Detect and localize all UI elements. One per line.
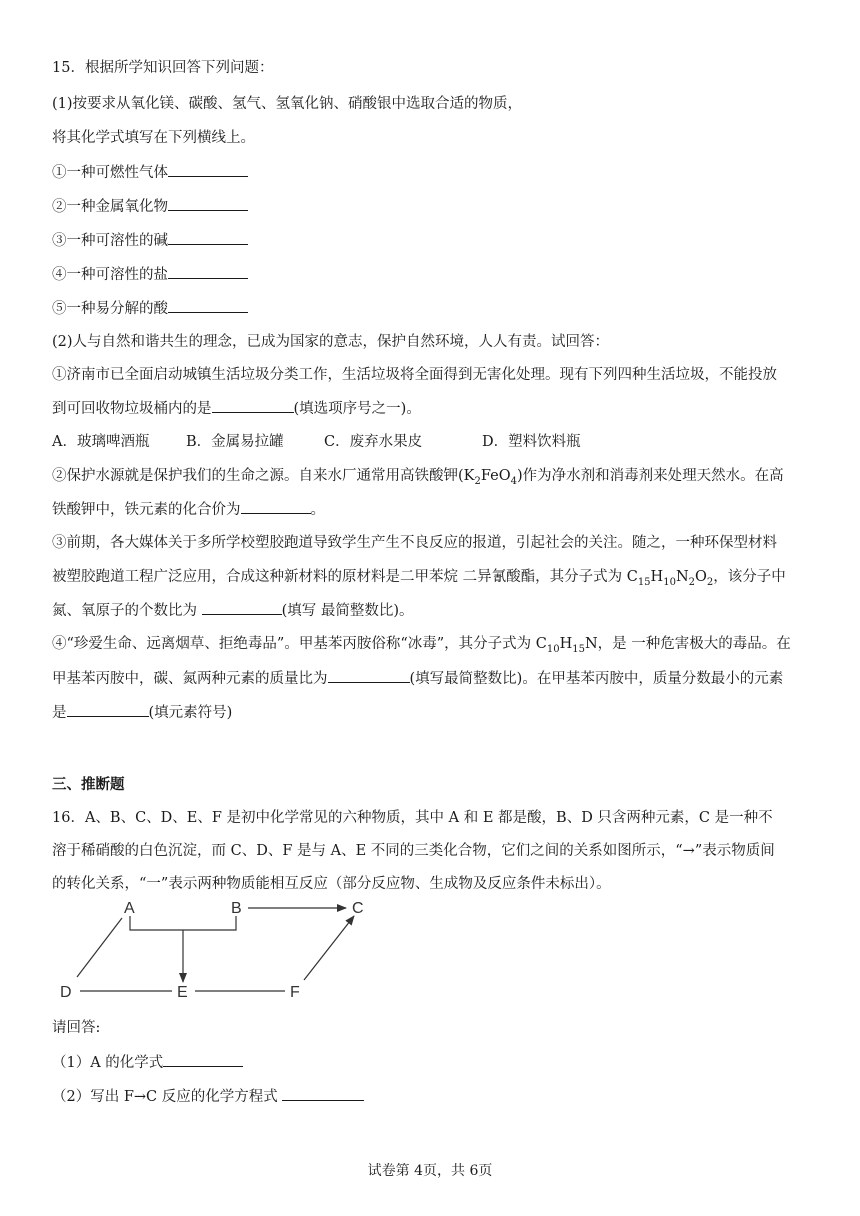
text-run: (填元素符号): [148, 705, 233, 721]
text-run: ②保护水源就是保护我们的生命之源。自来水厂通常用高铁酸钾(K: [52, 468, 475, 484]
q16-line3: 的转化关系，“一”表示两种物质能相互反应（部分反应物、生成物及反应条件未标出）。: [52, 876, 611, 892]
answer-blank[interactable]: [212, 398, 294, 413]
q15-sub2-line2: [52, 499, 325, 520]
answer-blank[interactable]: [282, 1086, 364, 1101]
q15-title: 15．根据所学知识回答下列问题：: [52, 60, 274, 76]
text-run: N，是 一种危害极大的毒品。在: [584, 636, 791, 652]
q15-sub1-text: 到可回收物垃圾桶内的是: [52, 401, 212, 417]
subscript: 2: [688, 576, 695, 588]
q15-part1-intro-b: 将其化学式填写在下列横线上。: [52, 130, 255, 146]
node-f: F: [290, 984, 300, 1001]
q15-part2-intro: (2)人与自然和谐共生的理念，已成为国家的意志，保护自然环境，人人有责。试回答：: [52, 334, 610, 350]
answer-blank[interactable]: [328, 668, 410, 683]
option-b: B．金属易拉罐: [186, 434, 284, 450]
q15-item-5: [52, 298, 248, 319]
text-run: 甲基苯丙胺中，碳、氮两种元素的质量比为: [52, 671, 328, 687]
bracket-a-b: [130, 916, 236, 930]
text-run: 氮、氧原子的个数比为: [52, 603, 202, 619]
answer-blank[interactable]: [168, 264, 248, 279]
q15-sub4-line2: [52, 668, 783, 689]
answer-blank[interactable]: [168, 230, 248, 245]
q15-sub2-line1: [52, 466, 784, 486]
q15-sub1-line1: ①济南市已全面启动城镇生活垃圾分类工作，生活垃圾将全面得到无害化处理。现有下列四种生活垃圾，不能投放: [52, 367, 777, 383]
q15-sub4-line3: [52, 702, 232, 723]
q15-sub1-hint: (填选项序号之一)。: [293, 401, 421, 417]
line-a-d: [77, 918, 122, 977]
text-run: (填写 最简整数比)。: [281, 603, 414, 619]
text-run: O: [695, 569, 707, 585]
q15-item-3: [52, 230, 248, 251]
q15-sub3-line2: [52, 567, 786, 587]
text-run: 铁酸钾中，铁元素的化合价为: [52, 502, 241, 518]
text-run: H: [650, 569, 664, 585]
answer-blank[interactable]: [163, 1052, 243, 1067]
q16-line2: 溶于稀硝酸的白色沉淀，而 C、D、F 是与 A、E 不同的三类化合物，它们之间的关系如图所示，“→”表示物质间: [52, 843, 775, 859]
q16-please-answer: 请回答:: [52, 1020, 101, 1036]
text-run: ④“珍爱生命、远离烟草、拒绝毒品”。甲基苯丙胺俗称“冰毒”，其分子式为 C: [52, 636, 547, 652]
node-e: E: [177, 984, 188, 1001]
answer-blank[interactable]: [202, 600, 282, 615]
text-run: N: [675, 569, 689, 585]
answer-blank[interactable]: [168, 196, 248, 211]
text-run: (填写最简整数比)。在甲基苯丙胺中，质量分数最小的元素: [409, 671, 784, 687]
section-heading: 三、推断题: [52, 776, 125, 793]
q15-item-1-text: ①一种可燃性气体: [52, 165, 168, 181]
text-run: （1）A 的化学式: [52, 1055, 164, 1071]
text-run: ，该分子中: [713, 569, 786, 585]
subscript: 2: [474, 475, 481, 487]
subscript: 15: [572, 643, 585, 655]
node-a: A: [124, 900, 135, 917]
q16-sub2: [52, 1086, 364, 1107]
q15-item-2: [52, 196, 248, 217]
q15-part1-intro-a: (1)按要求从氧化镁、碳酸、氢气、氢氧化钠、硝酸银中选取合适的物质，: [52, 96, 523, 112]
q15-item-3-text: ③一种可溶性的碱: [52, 233, 168, 249]
text-run: 。: [310, 502, 325, 518]
text-run: 被塑胶跑道工程广泛应用，合成这种新材料的原材料是二甲苯烷 二异氰酸酯，其分子式为 C: [52, 569, 638, 585]
q15-item-1: [52, 162, 248, 183]
text-run: H: [559, 636, 573, 652]
q15-options: [52, 432, 581, 452]
q15-item-2-text: ②一种金属氧化物: [52, 199, 168, 215]
q15-item-4: [52, 264, 248, 285]
q16-sub1: [52, 1052, 243, 1073]
answer-blank[interactable]: [168, 298, 248, 313]
answer-blank[interactable]: [241, 499, 311, 514]
subscript: 4: [510, 475, 517, 487]
q15-item-4-text: ④一种可溶性的盐: [52, 267, 168, 283]
page-footer: 试卷第 4页，共 6页: [367, 1163, 493, 1179]
node-c: C: [352, 900, 364, 917]
node-d: D: [60, 984, 72, 1001]
q16-line1: 16．A、B、C、D、E、F 是初中化学常见的六种物质，其中 A 和 E 都是酸，B、D 只含两种元素，C 是一种不: [52, 810, 773, 826]
relation-diagram: [50, 892, 380, 1012]
option-d: D．塑料饮料瓶: [482, 434, 581, 450]
text-run: 是: [52, 705, 67, 721]
text-run: )作为净水剂和消毒剂来处理天然水。在高: [517, 468, 784, 484]
subscript: 2: [706, 576, 714, 588]
relation-diagram-svg: [50, 892, 380, 1012]
q15-sub4-line1: [52, 634, 791, 654]
node-b: B: [231, 900, 242, 917]
q15-sub3-line1: ③前期，各大媒体关于多所学校塑胶跑道导致学生产生不良反应的报道，引起社会的关注。随之，一种环保型材料: [52, 535, 777, 551]
text-run: （2）写出 F→C 反应的化学方程式: [52, 1089, 283, 1105]
q15-sub1-line2: [52, 398, 421, 419]
subscript: 10: [546, 643, 560, 655]
option-a: A．玻璃啤酒瓶: [52, 434, 150, 450]
arrow-f-to-c: [304, 916, 354, 980]
text-run: FeO: [480, 468, 511, 484]
q15-sub3-line3: [52, 600, 414, 621]
option-c: C．废弃水果皮: [324, 434, 423, 450]
answer-blank[interactable]: [67, 702, 149, 717]
answer-blank[interactable]: [168, 162, 248, 177]
subscript: 15: [637, 576, 651, 588]
subscript: 10: [663, 576, 676, 588]
q15-item-5-text: ⑤一种易分解的酸: [52, 301, 168, 317]
